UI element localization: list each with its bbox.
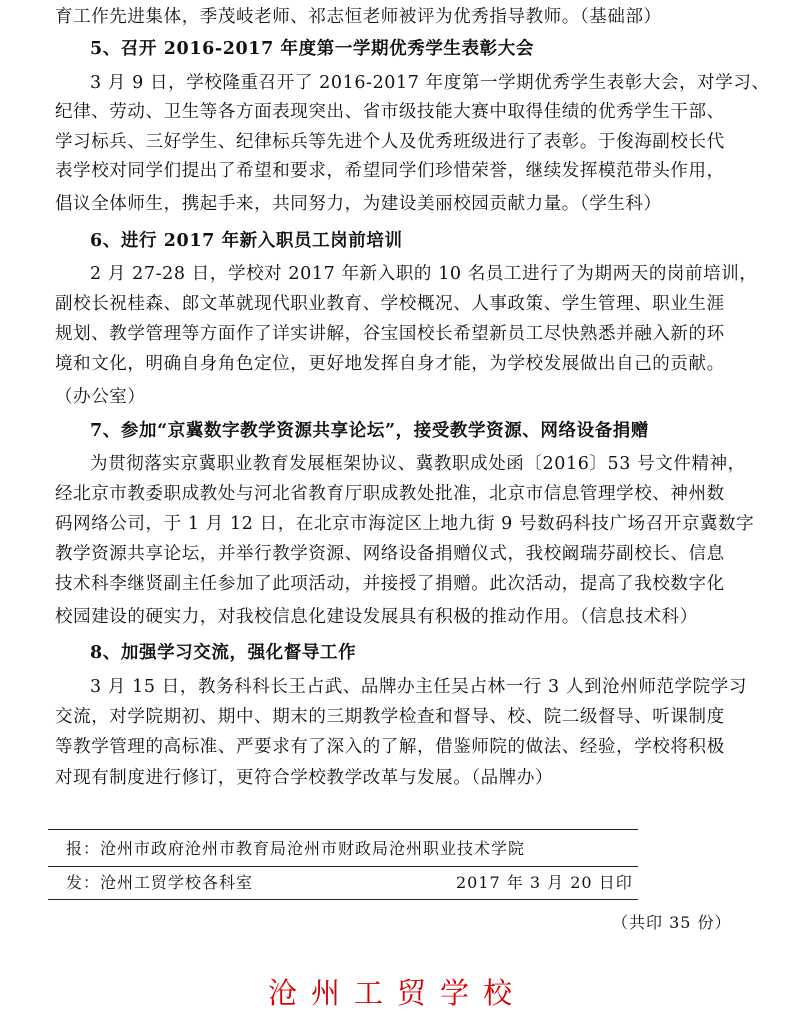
paragraph-line: 境和文化，明确自身角色定位，更好地发挥自身才能，为学校发展做出自己的贡献。 <box>55 354 725 374</box>
paragraph-line: 3 月 9 日，学校隆重召开了 2016-2017 年度第一学期优秀学生表彰大会，对学习、 <box>90 73 770 93</box>
footer-print-date: 2017 年 3 月 20 日印 <box>456 873 633 892</box>
paragraph-line: （办公室） <box>55 387 146 407</box>
paragraph-line: 纪律、劳动、卫生等各方面表现突出、省市级技能大赛中取得佳绩的优秀学生干部、 <box>55 102 725 122</box>
paragraph-line: 为贯彻落实京冀职业教育发展框架协议、冀教职成处函〔2016〕53 号文件精神， <box>90 454 746 474</box>
paragraph-line: 教学资源共享论坛，并举行教学资源、网络设备捐赠仪式，我校阚瑞芬副校长、信息 <box>55 544 725 564</box>
paragraph-line: 3 月 15 日，教务科科长王占武、品牌办主任吴占林一行 3 人到沧州师范学院学习 <box>90 677 747 697</box>
paragraph-line: 表学校对同学们提出了希望和要求，希望同学们珍惜荣誉，继续发挥模范带头作用， <box>55 161 725 181</box>
paragraph-line: 2 月 27-28 日，学校对 2017 年新入职的 10 名员工进行了为期两天的岗前培训， <box>90 264 758 284</box>
paragraph-line: 对现有制度进行修订，更符合学校教学改革与发展。（品牌办） <box>55 768 554 788</box>
footer-rule-top <box>48 829 638 830</box>
paragraph-line: 等教学管理的高标准、严要求有了深入的了解，借鉴师院的做法、经验，学校将积极 <box>55 737 725 757</box>
paragraph-line: 倡议全体师生，携起手来，共同努力，为建设美丽校园贡献力量。（学生科） <box>55 194 662 214</box>
footer-report-to: 报：沧州市政府沧州市教育局沧州市财政局沧州职业技术学院 <box>66 839 526 858</box>
paragraph-line: 学习标兵、三好学生、纪律标兵等先进个人及优秀班级进行了表彰。于俊海副校长代 <box>55 132 725 152</box>
paragraph-line: 码网络公司，于 1 月 12 日，在北京市海淀区上地九街 9 号数码科技广场召开京冀数字 <box>55 514 755 534</box>
school-name: 沧州工贸学校 <box>267 976 526 1010</box>
section-heading: 8、加强学习交流，强化督导工作 <box>90 643 357 663</box>
section-heading: 5、召开 2016-2017 年度第一学期优秀学生表彰大会 <box>90 39 534 59</box>
paragraph-line: 校园建设的硬实力，对我校信息化建设发展具有积极的推动作用。（信息技术科） <box>55 607 698 627</box>
paragraph-line: 育工作先进集体，季茂岐老师、祁志恒老师被评为优秀指导教师。（基础部） <box>55 7 662 27</box>
paragraph-line: 交流，对学院期初、期中、期末的三期教学检查和督导、校、院二级督导、听课制度 <box>55 707 725 727</box>
footer-copies: （共印 35 份） <box>612 913 732 932</box>
footer-send-to: 发：沧州工贸学校各科室 <box>66 873 254 892</box>
paragraph-line: 规划、教学管理等方面作了详实讲解，谷宝国校长希望新员工尽快熟悉并融入新的环 <box>55 324 725 344</box>
paragraph-line: 副校长祝桂森、郎文革就现代职业教育、学校概况、人事政策、学生管理、职业生涯 <box>55 294 725 314</box>
section-heading: 6、进行 2017 年新入职员工岗前培训 <box>90 231 403 251</box>
section-heading: 7、参加“京冀数字教学资源共享论坛”，接受教学资源、网络设备捐赠 <box>90 421 650 441</box>
paragraph-line: 技术科李继贤副主任参加了此项活动，并接授了捐赠。此次活动，提高了我校数字化 <box>55 574 725 594</box>
footer-rule-middle <box>48 866 638 867</box>
footer-rule-bottom <box>48 899 638 900</box>
paragraph-line: 经北京市教委职成教处与河北省教育厅职成教处批准，北京市信息管理学校、神州数 <box>55 484 725 504</box>
